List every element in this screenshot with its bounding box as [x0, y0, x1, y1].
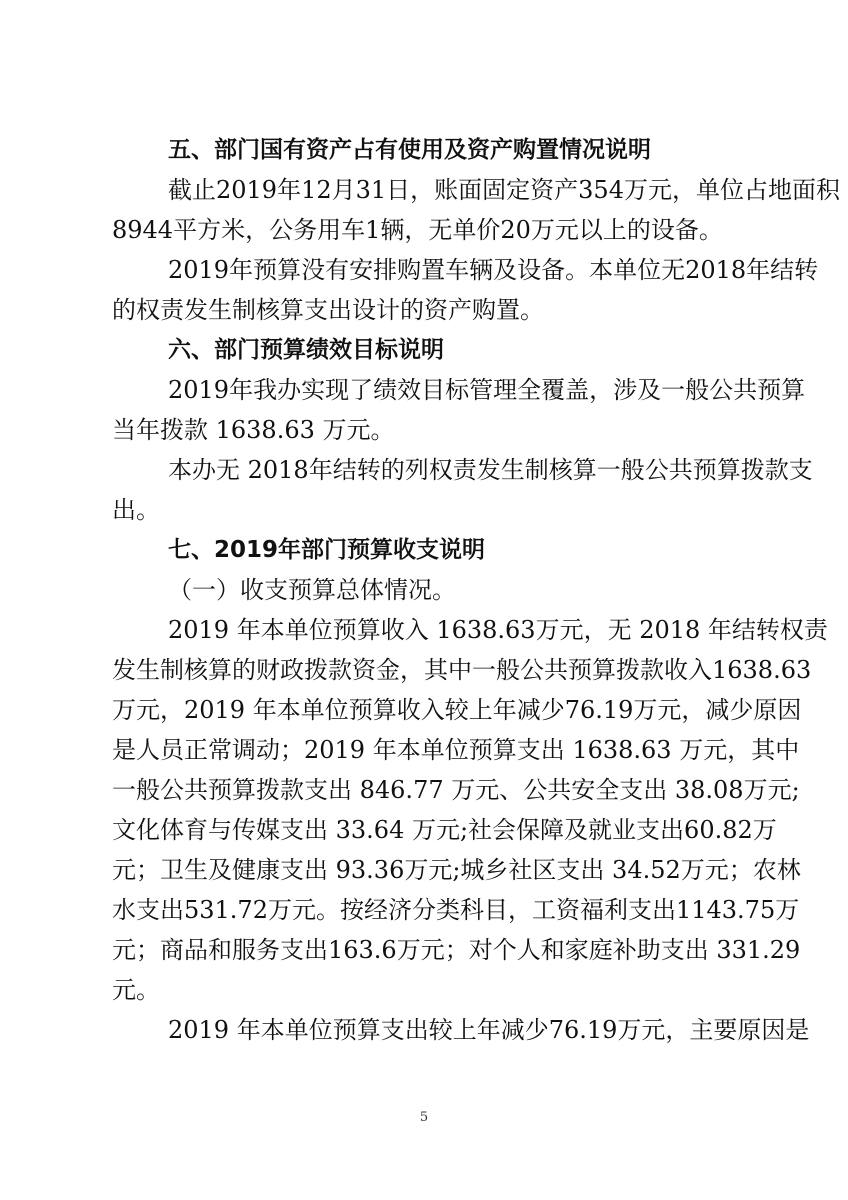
paragraph-line: 2019年预算没有安排购置车辆及设备。本单位无2018年结转: [168, 256, 819, 284]
paragraph-line: 截止2019年12月31日，账面固定资产354万元，单位占地面积: [168, 176, 840, 204]
paragraph-line: 当年拨款 1638.63 万元。: [112, 416, 395, 444]
section-heading-assets: 五、部门国有资产占有使用及资产购置情况说明: [168, 137, 651, 163]
paragraph-line: 是人员正常调动；2019 年本单位预算支出 1638.63 万元，其中: [112, 736, 800, 764]
section-heading-performance: 六、部门预算绩效目标说明: [168, 337, 444, 363]
section-heading-budget: 七、2019年部门预算收支说明: [168, 537, 486, 563]
page-number: 5: [419, 1110, 429, 1125]
paragraph-line: 水支出531.72万元。按经济分类科目，工资福利支出1143.75万: [112, 896, 800, 924]
paragraph-line: 2019 年本单位预算收入 1638.63万元，无 2018 年结转权责: [168, 616, 828, 644]
paragraph-line: 文化体育与传媒支出 33.64 万元;社会保障及就业支出60.82万: [112, 816, 777, 844]
paragraph-line: 元；商品和服务支出163.6万元；对个人和家庭补助支出 331.29: [112, 936, 801, 964]
paragraph-line: 本办无 2018年结转的列权责发生制核算一般公共预算拨款支: [168, 456, 813, 484]
paragraph-line: 8944平方米，公务用车1辆，无单价20万元以上的设备。: [112, 216, 723, 244]
paragraph-line: 元。: [112, 976, 160, 1004]
paragraph-line: 2019 年本单位预算支出较上年减少76.19万元，主要原因是: [168, 1016, 810, 1044]
paragraph-line: 2019年我办实现了绩效目标管理全覆盖，涉及一般公共预算: [168, 376, 806, 404]
subsection-heading: （一）收支预算总体情况。: [168, 576, 456, 604]
paragraph-line: 元；卫生及健康支出 93.36万元;城乡社区支出 34.52万元；农林: [112, 856, 801, 884]
paragraph-line: 万元，2019 年本单位预算收入较上年减少76.19万元，减少原因: [112, 696, 802, 724]
paragraph-line: 发生制核算的财政拨款资金，其中一般公共预算拨款收入1638.63: [112, 656, 812, 684]
paragraph-line: 一般公共预算拨款支出 846.77 万元、公共安全支出 38.08万元;: [112, 776, 800, 804]
paragraph-line: 的权责发生制核算支出设计的资产购置。: [112, 296, 544, 324]
paragraph-line: 出。: [112, 496, 160, 524]
